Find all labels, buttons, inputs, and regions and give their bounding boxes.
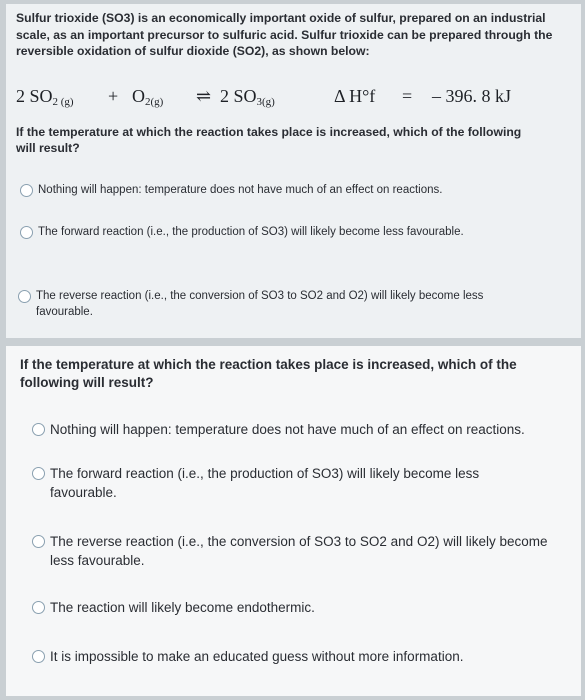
option-label: The reaction will likely become endothermic. [50, 600, 315, 615]
option-bottom-1[interactable] [32, 420, 578, 442]
option-label: The forward reaction (i.e., the production of SO3) will likely become less favourable. [38, 226, 464, 238]
radio-button[interactable] [20, 226, 33, 239]
option-bottom-5[interactable] [32, 647, 578, 669]
option-top-1[interactable] [20, 182, 570, 204]
question-text-bottom [20, 356, 570, 392]
option-label: It is impossible to make an educated guess without more information. [50, 649, 464, 664]
option-bottom-4[interactable] [32, 598, 578, 620]
option-label: The reverse reaction (i.e., the conversion of SO3 to SO2 and O2) will likely become less favourable. [36, 290, 484, 318]
intro-text: Sulfur trioxide (SO3) is an economically important oxide of sulfur, prepared on an industrial scale, as an important precursor to sulfuric acid. Sulfur trioxide can be prepared through the reversible oxidation of sulfur dioxide (SO2), as shown below: [16, 11, 553, 58]
radio-button[interactable] [20, 184, 33, 197]
question-label: If the temperature at which the reaction takes place is increased, which of the following will result? [20, 357, 517, 390]
intro-paragraph [16, 10, 571, 60]
radio-button[interactable] [32, 601, 45, 614]
delta-h-label: Δ H°f [334, 86, 376, 106]
option-bottom-2[interactable] [32, 464, 578, 504]
option-label: Nothing will happen: temperature does not have much of an effect on reactions. [38, 184, 443, 196]
delta-h-value: – 396. 8 kJ [432, 86, 512, 106]
equation-reactant2: $O_{2(g)}$ [132, 86, 164, 108]
radio-button[interactable] [32, 467, 45, 480]
question-text-top [16, 124, 536, 156]
option-top-2[interactable] [20, 224, 570, 258]
chemical-equation [16, 86, 576, 112]
option-label: Nothing will happen: temperature does not have much of an effect on reactions. [50, 422, 525, 437]
radio-button[interactable] [32, 650, 45, 663]
radio-button[interactable] [32, 535, 45, 548]
option-bottom-3[interactable] [32, 532, 578, 572]
option-top-3[interactable] [18, 288, 568, 322]
option-label: The forward reaction (i.e., the production of SO3) will likely become less favourable. [50, 466, 480, 500]
equation-plus: + [108, 86, 119, 106]
radio-button[interactable] [32, 423, 45, 436]
question-panel-top [6, 4, 581, 338]
question-panel-bottom [6, 346, 581, 696]
equation-reactant1: 2 $SO_{2 (g)}$ [16, 86, 74, 108]
equilibrium-arrow: ⇌ [196, 86, 212, 106]
radio-button[interactable] [18, 290, 31, 303]
option-label: The reverse reaction (i.e., the conversion of SO3 to SO2 and O2) will likely become less favourable. [50, 534, 548, 568]
equation-product: 2 $SO_{3(g)}$ [220, 86, 275, 108]
equation-equals: = [402, 86, 413, 106]
question-label: If the temperature at which the reaction takes place is increased, which of the following will result? [16, 125, 522, 155]
